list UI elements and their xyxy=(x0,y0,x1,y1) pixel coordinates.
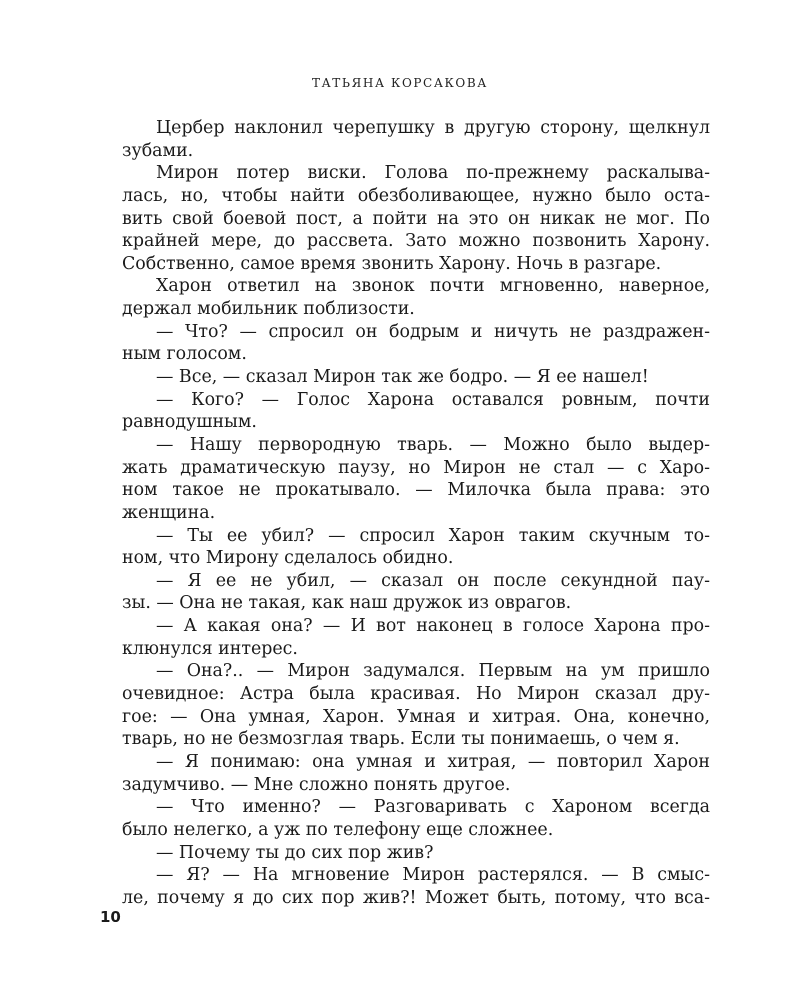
text-line: равнодушным. xyxy=(122,412,257,433)
text-line: — Она?.. — Мирон задумался. Первым на ум пришло xyxy=(156,661,710,682)
text-line: — Что? — спросил он бодрым и ничуть не раздражен- xyxy=(156,321,710,342)
text-line: гое: — Она умная, Харон. Умная и хитрая. Она, конечно, xyxy=(122,706,710,727)
page-number: 10 xyxy=(100,908,121,926)
text-line: крайней мере, до рассвета. Зато можно позвонить Харону. xyxy=(122,231,710,252)
text-line: ле, почему я до сих пор жив?! Может быть, потому, что вса- xyxy=(122,887,710,908)
text-line: очевидное: Астра была красивая. Но Мирон сказал дру- xyxy=(122,684,710,705)
text-line: клюнулся интерес. xyxy=(122,638,298,659)
text-line: ном, что Мирону сделалось обидно. xyxy=(122,548,454,569)
text-line: ным голосом. xyxy=(122,344,247,365)
text-line: — А какая она? — И вот наконец в голосе Харона про- xyxy=(156,616,710,637)
text-line: Цербер наклонил черепушку в другую сторону, щелкнул xyxy=(156,118,710,138)
text-line: держал мобильник поблизости. xyxy=(122,299,415,320)
text-line: женщина. xyxy=(122,502,216,523)
text-line: жать драматическую паузу, но Мирон не стал — с Харо- xyxy=(122,457,710,478)
text-line: лась, но, чтобы найти обезболивающее, нужно было оста- xyxy=(122,185,710,206)
text-line: — Что именно? — Разговаривать с Хароном всегда xyxy=(156,797,710,818)
text-line: было нелегко, а уж по телефону еще сложнее. xyxy=(122,819,554,840)
text-line: — Все, — сказал Мирон так же бодро. — Я ее нашел! xyxy=(156,367,649,388)
text-line: зубами. xyxy=(122,140,194,161)
text-line: — Кого? — Голос Харона оставался ровным, почти xyxy=(156,389,710,410)
text-line: — Ты ее убил? — спросил Харон таким скучным то- xyxy=(156,525,710,546)
text-line: зы. — Она не такая, как наш дружок из оврагов. xyxy=(122,593,572,614)
text-line: — Я ее не убил, — сказал он после секундной пау- xyxy=(156,570,710,591)
body-text xyxy=(122,117,710,909)
text-line: вить свой боевой пост, а пойти на это он никак не мог. По xyxy=(122,208,710,229)
text-line: ном такое не прокатывало. — Милочка была права: это xyxy=(122,480,710,501)
text-line: — Почему ты до сих пор жив? xyxy=(156,842,434,863)
text-line: Собственно, самое время звонить Харону. Ночь в разгаре. xyxy=(122,253,662,274)
text-line: Мирон потер виски. Голова по-прежнему раскалыва- xyxy=(156,163,710,184)
text-line: — Я? — На мгновение Мирон растерялся. — В смыс- xyxy=(156,865,710,886)
text-line: тварь, но не безмозглая тварь. Если ты понимаешь, о чем я. xyxy=(122,729,680,750)
text-line: — Нашу первородную тварь. — Можно было выдер- xyxy=(156,434,710,455)
text-line: задумчиво. — Мне сложно понять другое. xyxy=(122,774,511,795)
text-line: — Я понимаю: она умная и хитрая, — повторил Харон xyxy=(156,751,710,772)
text-line: Харон ответил на звонок почти мгновенно, наверное, xyxy=(156,276,710,297)
running-head-author: ТАТЬЯНА КОРСАКОВА xyxy=(312,76,488,90)
